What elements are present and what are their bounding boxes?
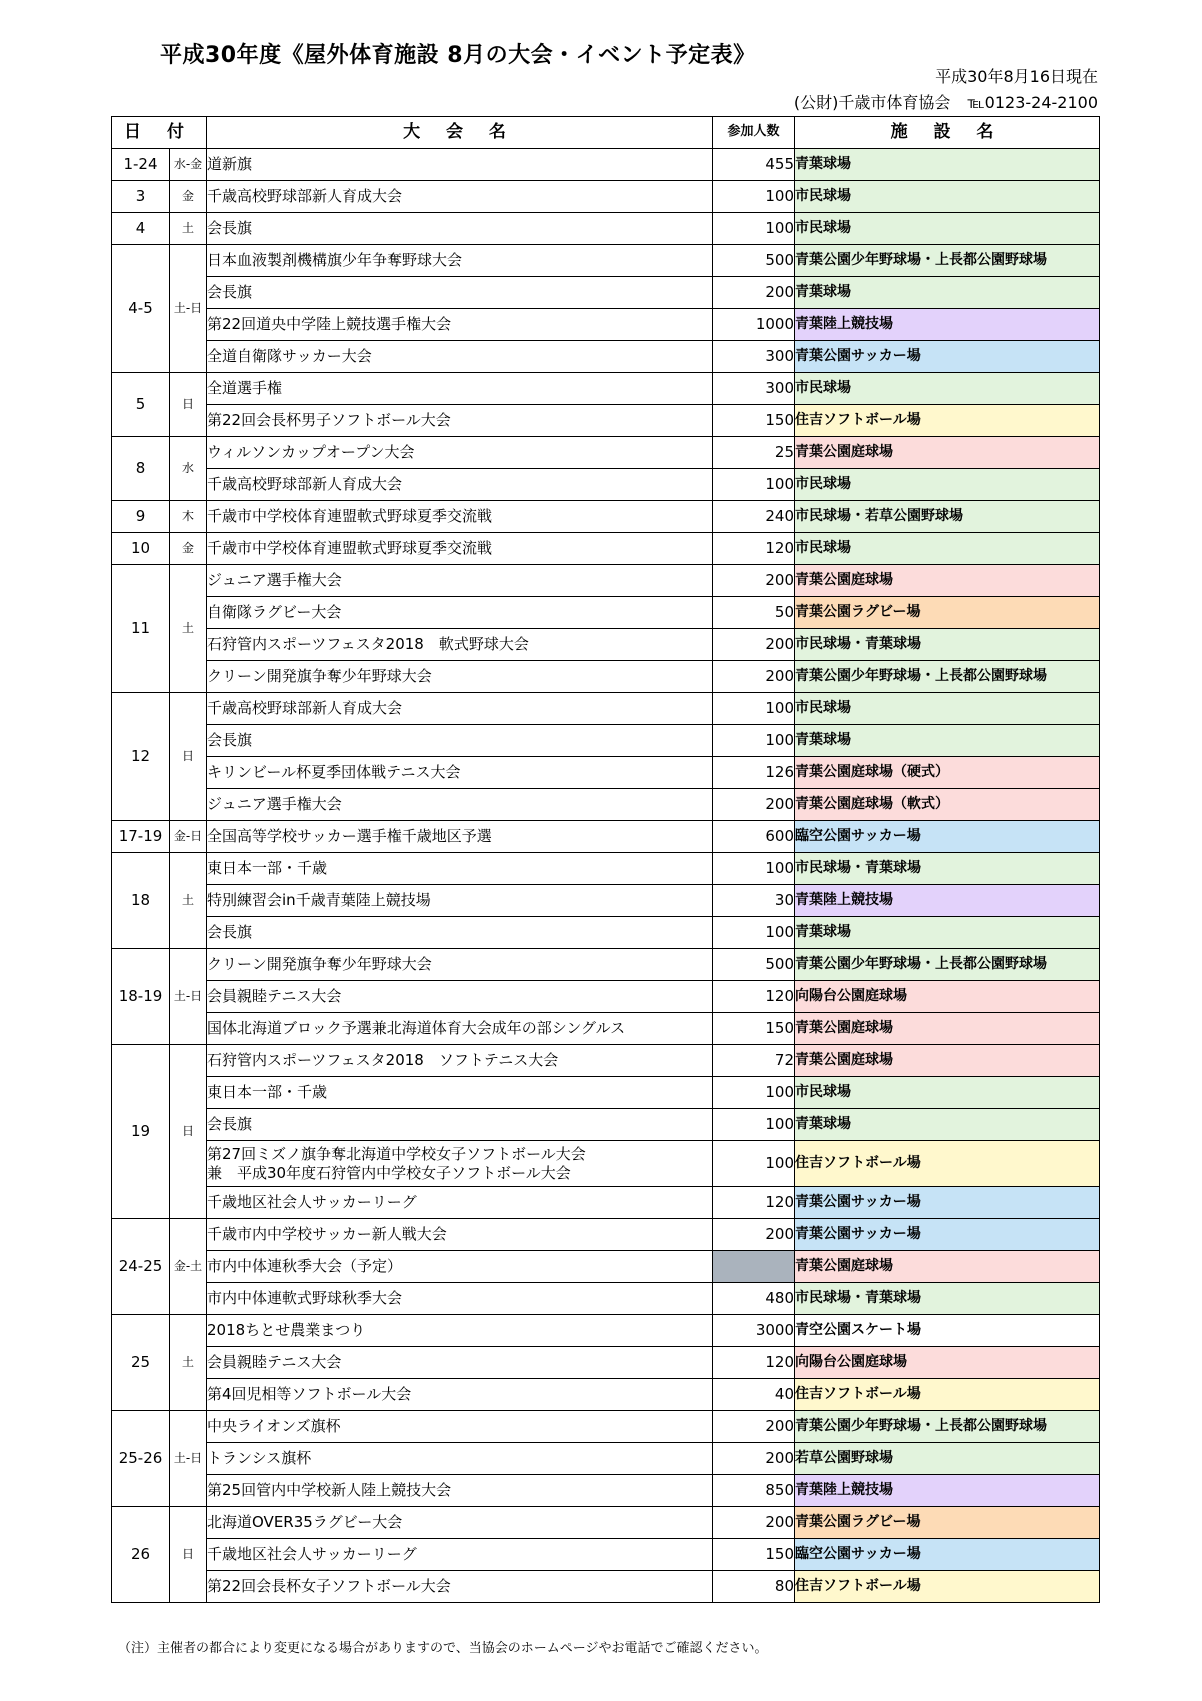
- event-name-cell: 会長旗: [207, 725, 713, 757]
- facility-cell: 青葉公園庭球場: [795, 437, 1100, 469]
- event-name-cell: 会長旗: [207, 277, 713, 309]
- participant-count-cell: 300: [713, 341, 795, 373]
- date-cell: 4-5: [112, 245, 170, 373]
- event-name-cell: 千歳地区社会人サッカーリーグ: [207, 1187, 713, 1219]
- date-cell: 18: [112, 853, 170, 949]
- participant-count-cell: 200: [713, 1411, 795, 1443]
- table-row: [112, 501, 1100, 533]
- date-cell: 9: [112, 501, 170, 533]
- table-row: [112, 1539, 1100, 1571]
- weekday-cell: 金: [170, 181, 207, 213]
- table-row: [112, 181, 1100, 213]
- weekday-cell: 土-日: [170, 949, 207, 1045]
- table-row: [112, 949, 1100, 981]
- event-name-cell: 自衛隊ラグビー大会: [207, 597, 713, 629]
- schedule-table: [111, 116, 1100, 1603]
- table-row: [112, 1187, 1100, 1219]
- facility-cell: 青葉公園少年野球場・上長都公園野球場: [795, 245, 1100, 277]
- table-row: [112, 629, 1100, 661]
- organization-name: (公財)千歳市体育協会: [793, 93, 951, 112]
- table-header-row: [112, 117, 1100, 149]
- event-name-cell: 会長旗: [207, 1109, 713, 1141]
- weekday-cell: 土: [170, 565, 207, 693]
- date-cell: 4: [112, 213, 170, 245]
- date-cell: 18-19: [112, 949, 170, 1045]
- event-name-cell: 全道選手権: [207, 373, 713, 405]
- participant-count-cell: [713, 1251, 795, 1283]
- organization-info: [794, 90, 1098, 113]
- weekday-cell: 水-金: [170, 149, 207, 181]
- table-row: [112, 885, 1100, 917]
- event-name-cell: 北海道OVER35ラグビー大会: [207, 1507, 713, 1539]
- participant-count-cell: 100: [713, 181, 795, 213]
- facility-cell: 青葉公園サッカー場: [795, 1219, 1100, 1251]
- participant-count-cell: 100: [713, 213, 795, 245]
- event-name-cell: 第22回会長杯男子ソフトボール大会: [207, 405, 713, 437]
- facility-cell: 青葉公園少年野球場・上長都公園野球場: [795, 661, 1100, 693]
- table-row: [112, 757, 1100, 789]
- facility-cell: 青葉公園庭球場: [795, 1013, 1100, 1045]
- facility-cell: 青葉公園少年野球場・上長都公園野球場: [795, 949, 1100, 981]
- event-name-cell: クリーン開発旗争奪少年野球大会: [207, 661, 713, 693]
- table-row: [112, 597, 1100, 629]
- event-name-line-2: 兼 平成30年度石狩管内中学校女子ソフトボール大会: [207, 1163, 571, 1182]
- table-row: [112, 213, 1100, 245]
- participant-count-cell: 120: [713, 533, 795, 565]
- participant-count-cell: 126: [713, 757, 795, 789]
- participant-count-cell: 200: [713, 789, 795, 821]
- date-cell: 1-24: [112, 149, 170, 181]
- facility-cell: 青葉公園庭球場（硬式）: [795, 757, 1100, 789]
- table-row: [112, 469, 1100, 501]
- table-row: [112, 981, 1100, 1013]
- footnote: （注）主催者の都合により変更になる場合がありますので、当協会のホームページやお電話でご確認ください。: [118, 1641, 768, 1656]
- telephone-number: ℡0123-24-2100: [967, 93, 1098, 112]
- event-name-cell: 千歳市中学校体育連盟軟式野球夏季交流戦: [207, 501, 713, 533]
- facility-cell: 市民球場: [795, 533, 1100, 565]
- weekday-cell: 日: [170, 1507, 207, 1603]
- date-cell: 19: [112, 1045, 170, 1219]
- participant-count-cell: 120: [713, 1187, 795, 1219]
- event-name-cell: 会長旗: [207, 917, 713, 949]
- participant-count-cell: 100: [713, 1141, 795, 1187]
- participant-count-cell: 150: [713, 1013, 795, 1045]
- facility-cell: 青葉陸上競技場: [795, 885, 1100, 917]
- header-facility: 施 設 名: [795, 117, 1100, 149]
- table-row: [112, 1283, 1100, 1315]
- weekday-cell: 木: [170, 501, 207, 533]
- participant-count-cell: 480: [713, 1283, 795, 1315]
- event-name-cell: 会長旗: [207, 213, 713, 245]
- table-row: [112, 1475, 1100, 1507]
- table-row: [112, 341, 1100, 373]
- participant-count-cell: 100: [713, 725, 795, 757]
- table-row: [112, 245, 1100, 277]
- table-row: [112, 405, 1100, 437]
- facility-cell: 青葉球場: [795, 277, 1100, 309]
- participant-count-cell: 150: [713, 1539, 795, 1571]
- weekday-cell: 土-日: [170, 1411, 207, 1507]
- event-name-cell: 千歳高校野球部新人育成大会: [207, 693, 713, 725]
- table-row: [112, 1219, 1100, 1251]
- table-row: [112, 309, 1100, 341]
- table-row: [112, 1251, 1100, 1283]
- event-name-cell: 全道自衛隊サッカー大会: [207, 341, 713, 373]
- participant-count-cell: 100: [713, 1077, 795, 1109]
- event-name-cell: 石狩管内スポーツフェスタ2018 ソフトテニス大会: [207, 1045, 713, 1077]
- event-name-cell: 特別練習会in千歳青葉陸上競技場: [207, 885, 713, 917]
- event-name-cell: 市内中体連秋季大会（予定）: [207, 1251, 713, 1283]
- date-cell: 8: [112, 437, 170, 501]
- date-cell: 11: [112, 565, 170, 693]
- participant-count-cell: 200: [713, 565, 795, 597]
- weekday-cell: 金: [170, 533, 207, 565]
- facility-cell: 臨空公園サッカー場: [795, 1539, 1100, 1571]
- table-row: [112, 1507, 1100, 1539]
- participant-count-cell: 300: [713, 373, 795, 405]
- participant-count-cell: 30: [713, 885, 795, 917]
- table-row: [112, 1315, 1100, 1347]
- table-row: [112, 1379, 1100, 1411]
- facility-cell: 青葉陸上競技場: [795, 309, 1100, 341]
- participant-count-cell: 72: [713, 1045, 795, 1077]
- participant-count-cell: 600: [713, 821, 795, 853]
- facility-cell: 青葉球場: [795, 917, 1100, 949]
- weekday-cell: 土: [170, 853, 207, 949]
- event-name-cell: 2018ちとせ農業まつり: [207, 1315, 713, 1347]
- participant-count-cell: 200: [713, 1507, 795, 1539]
- facility-cell: 青葉球場: [795, 149, 1100, 181]
- facility-cell: 青葉公園サッカー場: [795, 1187, 1100, 1219]
- event-name-cell: 会員親睦テニス大会: [207, 981, 713, 1013]
- facility-cell: 青葉公園ラグビー場: [795, 1507, 1100, 1539]
- facility-cell: 青葉公園少年野球場・上長都公園野球場: [795, 1411, 1100, 1443]
- weekday-cell: 日: [170, 693, 207, 821]
- weekday-cell: 日: [170, 1045, 207, 1219]
- table-row: [112, 1443, 1100, 1475]
- participant-count-cell: 240: [713, 501, 795, 533]
- weekday-cell: 土-日: [170, 245, 207, 373]
- table-row: [112, 277, 1100, 309]
- event-name-cell: 市内中体連軟式野球秋季大会: [207, 1283, 713, 1315]
- weekday-cell: 日: [170, 373, 207, 437]
- event-name-cell: 会員親睦テニス大会: [207, 1347, 713, 1379]
- participant-count-cell: 500: [713, 949, 795, 981]
- page-title: 平成30年度《屋外体育施設 8月の大会・イベント予定表》: [160, 43, 756, 68]
- participant-count-cell: 455: [713, 149, 795, 181]
- table-row: [112, 853, 1100, 885]
- event-name-cell: 第22回道央中学陸上競技選手権大会: [207, 309, 713, 341]
- table-row: [112, 373, 1100, 405]
- event-name-cell: 国体北海道ブロック予選兼北海道体育大会成年の部シングルス: [207, 1013, 713, 1045]
- facility-cell: 住吉ソフトボール場: [795, 1571, 1100, 1603]
- event-name-cell: 千歳市中学校体育連盟軟式野球夏季交流戦: [207, 533, 713, 565]
- event-name-cell: 第4回児相等ソフトボール大会: [207, 1379, 713, 1411]
- facility-cell: 市民球場: [795, 181, 1100, 213]
- event-name-cell: 千歳高校野球部新人育成大会: [207, 181, 713, 213]
- facility-cell: 住吉ソフトボール場: [795, 405, 1100, 437]
- table-row: [112, 661, 1100, 693]
- facility-cell: 青葉球場: [795, 725, 1100, 757]
- participant-count-cell: 100: [713, 917, 795, 949]
- facility-cell: 市民球場: [795, 1077, 1100, 1109]
- event-name-cell: 日本血液製剤機構旗少年争奪野球大会: [207, 245, 713, 277]
- participant-count-cell: 500: [713, 245, 795, 277]
- facility-cell: 青葉公園庭球場（軟式）: [795, 789, 1100, 821]
- facility-cell: 市民球場: [795, 213, 1100, 245]
- schedule-body: [112, 149, 1100, 1603]
- participant-count-cell: 1000: [713, 309, 795, 341]
- facility-cell: 青葉球場: [795, 1109, 1100, 1141]
- table-row: [112, 1571, 1100, 1603]
- table-row: [112, 1077, 1100, 1109]
- event-name-cell: 道新旗: [207, 149, 713, 181]
- event-name-cell: 石狩管内スポーツフェスタ2018 軟式野球大会: [207, 629, 713, 661]
- weekday-cell: 水: [170, 437, 207, 501]
- facility-cell: 青葉公園サッカー場: [795, 341, 1100, 373]
- weekday-cell: 金-土: [170, 1219, 207, 1315]
- event-name-cell: 千歳地区社会人サッカーリーグ: [207, 1539, 713, 1571]
- event-name-cell: ジュニア選手権大会: [207, 565, 713, 597]
- table-row: [112, 533, 1100, 565]
- facility-cell: 市民球場: [795, 373, 1100, 405]
- table-row: [112, 1347, 1100, 1379]
- event-name-line-1: 第27回ミズノ旗争奪北海道中学校女子ソフトボール大会: [207, 1144, 586, 1163]
- table-row: [112, 725, 1100, 757]
- table-row: [112, 437, 1100, 469]
- event-name-cell: 第22回会長杯女子ソフトボール大会: [207, 1571, 713, 1603]
- facility-cell: 青空公園スケート場: [795, 1315, 1100, 1347]
- event-name-cell: トランシス旗杯: [207, 1443, 713, 1475]
- table-row: [112, 821, 1100, 853]
- facility-cell: 市民球場・青葉球場: [795, 1283, 1100, 1315]
- event-name-cell: 全国高等学校サッカー選手権千歳地区予選: [207, 821, 713, 853]
- participant-count-cell: 40: [713, 1379, 795, 1411]
- participant-count-cell: 120: [713, 981, 795, 1013]
- facility-cell: 青葉公園ラグビー場: [795, 597, 1100, 629]
- participant-count-cell: 850: [713, 1475, 795, 1507]
- event-name-cell: 第25回管内中学校新人陸上競技大会: [207, 1475, 713, 1507]
- weekday-cell: 土: [170, 1315, 207, 1411]
- header-date: 日 付: [112, 117, 207, 149]
- facility-cell: 青葉公園庭球場: [795, 1251, 1100, 1283]
- date-cell: 12: [112, 693, 170, 821]
- facility-cell: 臨空公園サッカー場: [795, 821, 1100, 853]
- facility-cell: 市民球場・青葉球場: [795, 629, 1100, 661]
- table-row: [112, 565, 1100, 597]
- date-cell: 3: [112, 181, 170, 213]
- participant-count-cell: 150: [713, 405, 795, 437]
- table-row: [112, 917, 1100, 949]
- date-cell: 26: [112, 1507, 170, 1603]
- event-name-cell: クリーン開発旗争奪少年野球大会: [207, 949, 713, 981]
- participant-count-cell: 80: [713, 1571, 795, 1603]
- participant-count-cell: 100: [713, 1109, 795, 1141]
- as-of-date: 平成30年8月16日現在: [935, 67, 1098, 86]
- facility-cell: 住吉ソフトボール場: [795, 1379, 1100, 1411]
- table-row: [112, 1411, 1100, 1443]
- weekday-cell: 金-日: [170, 821, 207, 853]
- participant-count-cell: 200: [713, 1443, 795, 1475]
- table-row: [112, 1045, 1100, 1077]
- facility-cell: 青葉陸上競技場: [795, 1475, 1100, 1507]
- event-name-cell: 東日本一部・千歳: [207, 1077, 713, 1109]
- facility-cell: 市民球場: [795, 693, 1100, 725]
- facility-cell: 青葉公園庭球場: [795, 1045, 1100, 1077]
- table-row: [112, 693, 1100, 725]
- facility-cell: 市民球場・青葉球場: [795, 853, 1100, 885]
- event-name-cell: 東日本一部・千歳: [207, 853, 713, 885]
- event-name-cell: 千歳高校野球部新人育成大会: [207, 469, 713, 501]
- event-name-cell: [207, 1141, 713, 1187]
- event-name-cell: 中央ライオンズ旗杯: [207, 1411, 713, 1443]
- date-cell: 25: [112, 1315, 170, 1411]
- facility-cell: 住吉ソフトボール場: [795, 1141, 1100, 1187]
- table-row: [112, 1109, 1100, 1141]
- table-row: [112, 1141, 1100, 1187]
- participant-count-cell: 50: [713, 597, 795, 629]
- participant-count-cell: 200: [713, 661, 795, 693]
- event-name-cell: 千歳市内中学校サッカー新人戦大会: [207, 1219, 713, 1251]
- date-cell: 5: [112, 373, 170, 437]
- participant-count-cell: 3000: [713, 1315, 795, 1347]
- date-cell: 10: [112, 533, 170, 565]
- facility-cell: 市民球場: [795, 469, 1100, 501]
- header-participants: 参加人数: [713, 117, 795, 149]
- facility-cell: 若草公園野球場: [795, 1443, 1100, 1475]
- facility-cell: 市民球場・若草公園野球場: [795, 501, 1100, 533]
- event-name-cell: ウィルソンカップオープン大会: [207, 437, 713, 469]
- table-row: [112, 1013, 1100, 1045]
- facility-cell: 向陽台公園庭球場: [795, 981, 1100, 1013]
- event-name-cell: キリンビール杯夏季団体戦テニス大会: [207, 757, 713, 789]
- participant-count-cell: 100: [713, 853, 795, 885]
- date-cell: 24-25: [112, 1219, 170, 1315]
- table-row: [112, 789, 1100, 821]
- participant-count-cell: 200: [713, 277, 795, 309]
- participant-count-cell: 100: [713, 469, 795, 501]
- date-cell: 17-19: [112, 821, 170, 853]
- participant-count-cell: 200: [713, 629, 795, 661]
- date-cell: 25-26: [112, 1411, 170, 1507]
- participant-count-cell: 200: [713, 1219, 795, 1251]
- participant-count-cell: 100: [713, 693, 795, 725]
- facility-cell: 向陽台公園庭球場: [795, 1347, 1100, 1379]
- participant-count-cell: 120: [713, 1347, 795, 1379]
- facility-cell: 青葉公園庭球場: [795, 565, 1100, 597]
- participant-count-cell: 25: [713, 437, 795, 469]
- weekday-cell: 土: [170, 213, 207, 245]
- event-name-cell: ジュニア選手権大会: [207, 789, 713, 821]
- table-row: [112, 149, 1100, 181]
- header-event-name: 大 会 名: [207, 117, 713, 149]
